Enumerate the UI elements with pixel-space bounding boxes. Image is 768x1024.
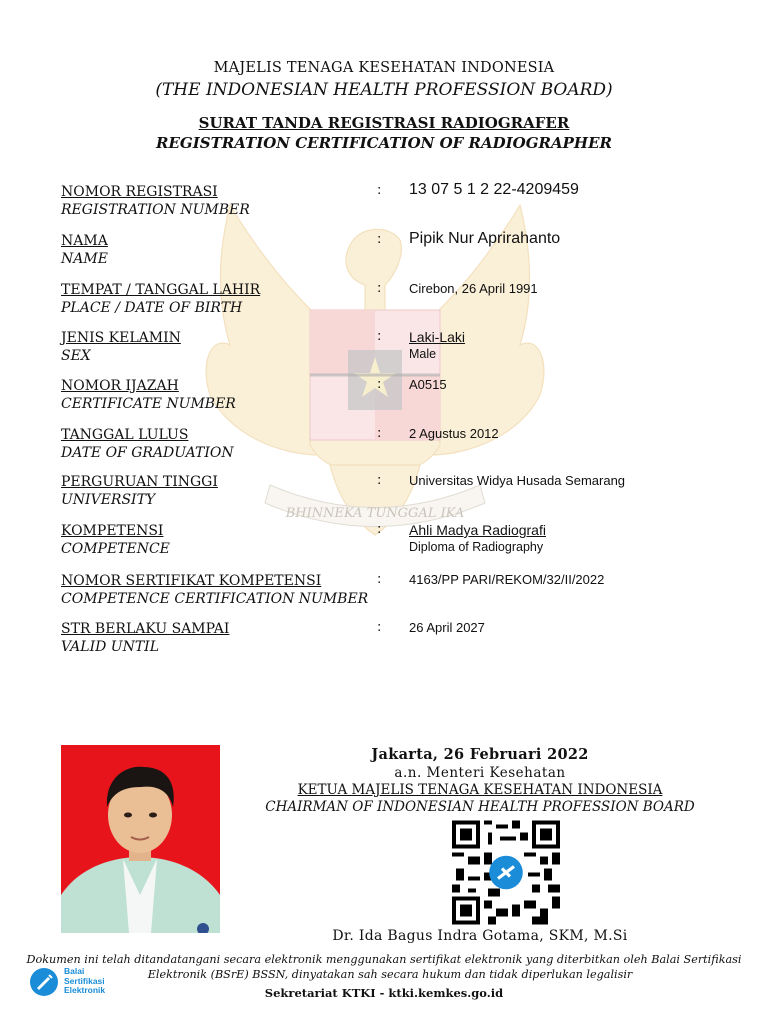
- field-label-en: UNIVERSITY: [61, 492, 156, 508]
- e-signature-note-line2: Elektronik (BSrE) BSSN, dinyatakan sah secara hukum dan tidak diperlukan legalisir: [147, 968, 633, 981]
- field-label-en: COMPETENCE CERTIFICATION NUMBER: [61, 591, 369, 607]
- field-value: Cirebon, 26 April 1991: [409, 281, 538, 296]
- field-label-en: NAME: [61, 251, 108, 267]
- field-registration-number: [61, 183, 701, 219]
- bsre-logo-line: Elektronik: [64, 985, 106, 995]
- field-value: 2 Agustus 2012: [409, 426, 499, 441]
- field-value: A0515: [409, 377, 447, 392]
- field-colon: :: [377, 183, 382, 198]
- board-name: MAJELIS TENAGA KESEHATAN INDONESIA: [213, 60, 555, 76]
- motto-text: BHINNEKA TUNGGAL IKA: [285, 506, 465, 521]
- bsre-logo-text: [64, 967, 105, 996]
- field-label: TANGGAL LULUS: [61, 427, 189, 443]
- certificate-title: SURAT TANDA REGISTRASI RADIOGRAFER: [198, 114, 570, 132]
- field-label-en: SEX: [61, 348, 91, 364]
- field-label: STR BERLAKU SAMPAI: [61, 621, 230, 637]
- field-value: Pipik Nur Aprirahanto: [409, 230, 561, 247]
- field-colon: :: [377, 620, 382, 635]
- field-label-en: DATE OF GRADUATION: [61, 445, 234, 461]
- field-competence: [61, 522, 701, 558]
- field-colon: :: [377, 232, 382, 247]
- field-colon: :: [377, 522, 382, 537]
- signature-position: KETUA MAJELIS TENAGA KESEHATAN INDONESIA: [297, 782, 663, 798]
- field-label: NAMA: [61, 233, 108, 249]
- field-colon: :: [377, 426, 382, 441]
- field-label-en: REGISTRATION NUMBER: [61, 202, 250, 218]
- field-label-en: COMPETENCE: [61, 541, 170, 557]
- field-label-en: VALID UNTIL: [61, 639, 159, 655]
- signature-position-en: CHAIRMAN OF INDONESIAN HEALTH PROFESSION BOARD: [265, 799, 695, 815]
- field-university: [61, 473, 701, 509]
- field-label-en: CERTIFICATE NUMBER: [61, 396, 236, 412]
- field-label: TEMPAT / TANGGAL LAHIR: [61, 282, 261, 298]
- field-value: 26 April 2027: [409, 620, 485, 635]
- field-colon: :: [377, 329, 382, 344]
- board-name-en: (THE INDONESIAN HEALTH PROFESSION BOARD): [155, 80, 613, 100]
- field-colon: :: [377, 473, 382, 488]
- bsre-pen-icon: [29, 967, 59, 997]
- field-name: [61, 232, 701, 268]
- certificate-title-en: REGISTRATION CERTIFICATION OF RADIOGRAPHER: [156, 134, 612, 152]
- field-label: NOMOR IJAZAH: [61, 378, 179, 394]
- field-colon: :: [377, 377, 382, 392]
- e-signature-note-line1: Dokumen ini telah ditandatangani secara elektronik menggunakan sertifikat elektronik yang diterbitkan oleh Balai Sertifikasi: [26, 953, 742, 966]
- bsre-logo-line: Balai: [64, 966, 85, 976]
- qr-code[interactable]: [452, 820, 560, 925]
- field-value: Ahli Madya Radiografi: [409, 522, 546, 538]
- signature-on-behalf: a.n. Menteri Kesehatan: [394, 765, 566, 781]
- field-value-en: Male: [409, 347, 437, 361]
- field-sex: [61, 329, 701, 365]
- field-value: 13 07 5 1 2 22-4209459: [409, 181, 579, 198]
- field-label: NOMOR REGISTRASI: [61, 184, 218, 200]
- field-label: NOMOR SERTIFIKAT KOMPETENSI: [61, 573, 322, 589]
- secretariat-website[interactable]: Sekretariat KTKI - ktki.kemkes.go.id: [264, 986, 504, 1000]
- field-place-date-of-birth: [61, 281, 701, 317]
- field-value: 4163/PP PARI/REKOM/32/II/2022: [409, 572, 605, 587]
- person-portrait-image: [61, 745, 220, 933]
- field-certificate-number: [61, 377, 701, 413]
- field-label-en: PLACE / DATE OF BIRTH: [61, 300, 243, 316]
- field-colon: :: [377, 572, 382, 587]
- signer-name: Dr. Ida Bagus Indra Gotama, SKM, M.Si: [332, 928, 628, 944]
- field-valid-until: [61, 620, 701, 656]
- field-value: Universitas Widya Husada Semarang: [409, 473, 626, 488]
- field-colon: :: [377, 281, 382, 296]
- field-value: Laki-Laki: [409, 329, 466, 345]
- bsre-logo-line: Sertifikasi: [64, 975, 105, 986]
- holder-photo: [61, 745, 220, 933]
- field-date-of-graduation: [61, 426, 701, 462]
- field-value-en: Diploma of Radiography: [409, 540, 544, 554]
- field-label: JENIS KELAMIN: [61, 330, 181, 346]
- bsre-logo: [29, 967, 119, 999]
- signature-place-date: Jakarta, 26 Februari 2022: [371, 746, 589, 763]
- field-competence-certification-number: [61, 572, 701, 608]
- field-label: PERGURUAN TINGGI: [61, 474, 218, 490]
- field-label: KOMPETENSI: [61, 523, 164, 539]
